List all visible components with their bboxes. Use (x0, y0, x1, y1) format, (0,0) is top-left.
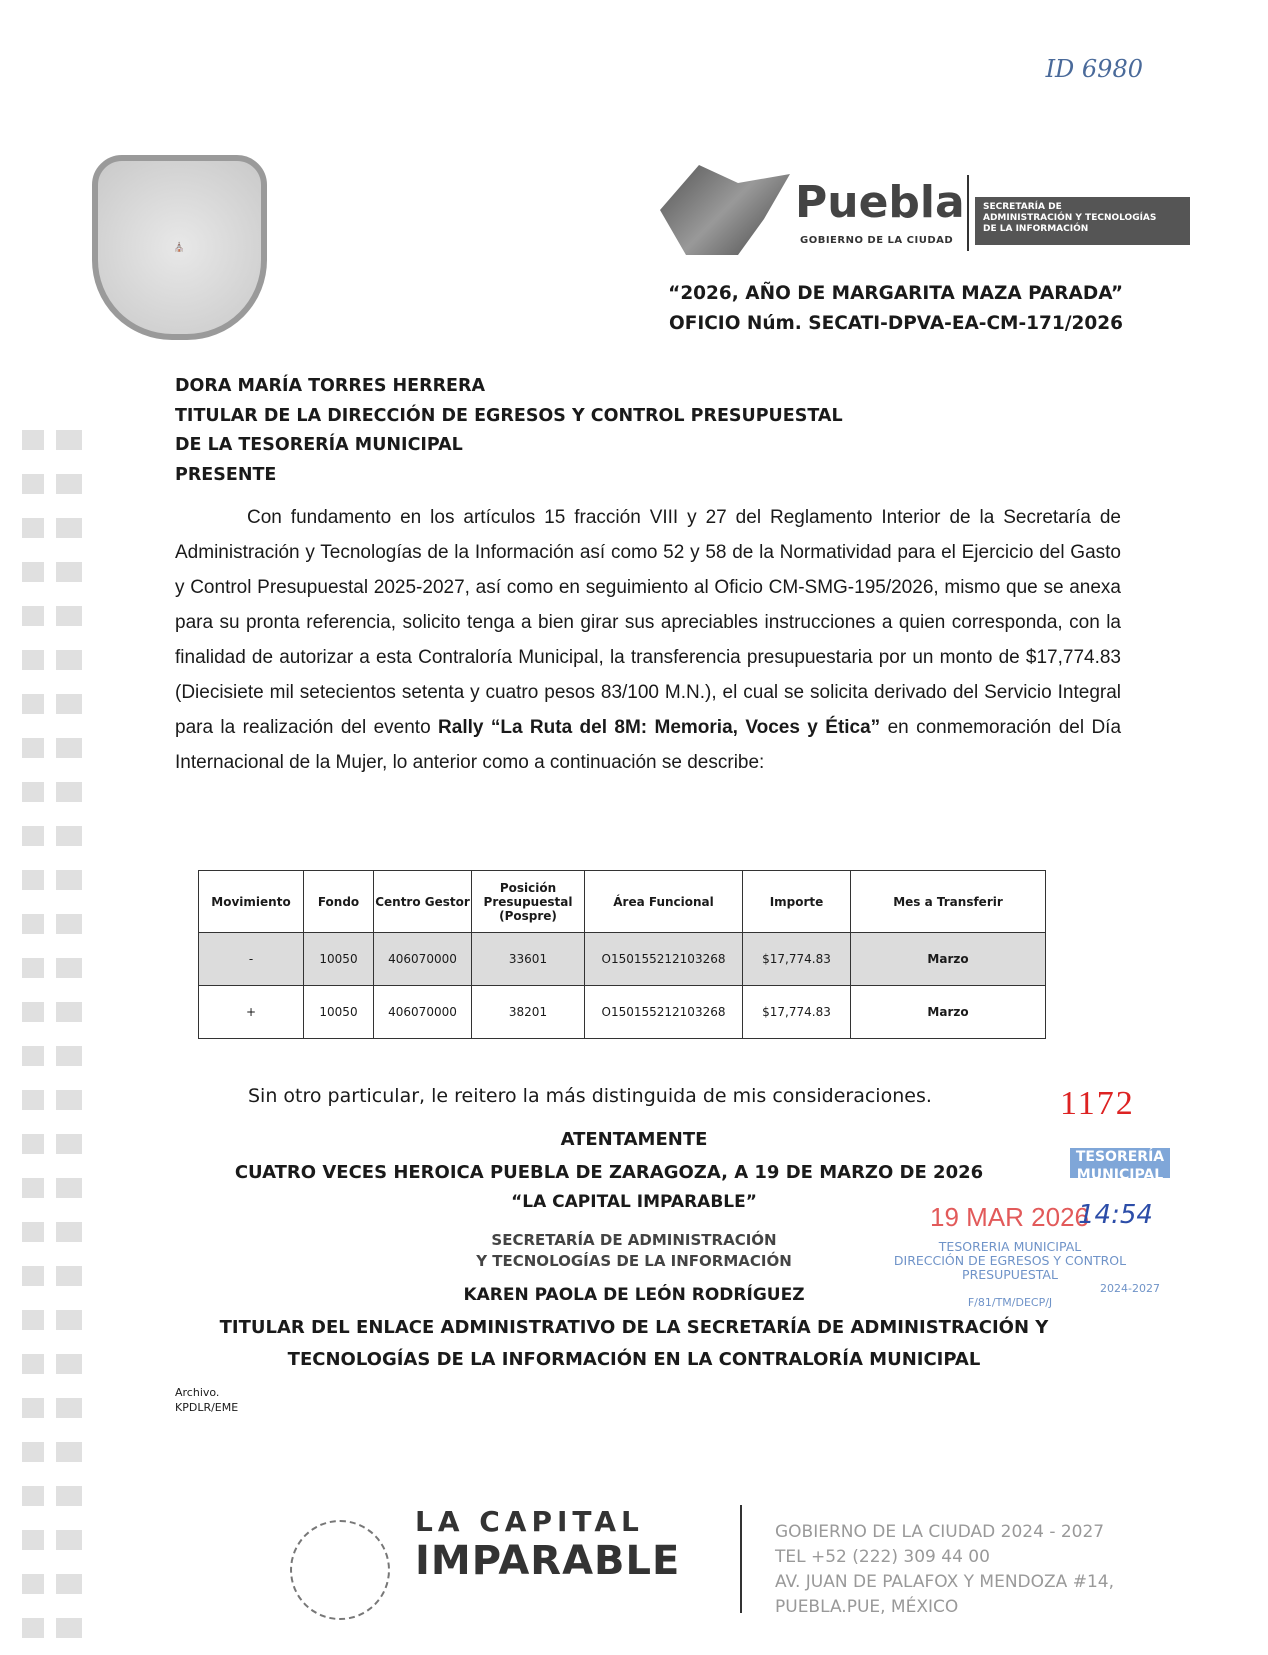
column-header: Centro Gestor (374, 871, 472, 933)
secretaria-box (975, 197, 1190, 245)
event-name: Rally “La Ruta del 8M: Memoria, Voces y Ética” (438, 717, 881, 738)
addressee-title: TITULAR DE LA DIRECCIÓN DE EGRESOS Y CONTROL PRESUPUESTAL (175, 405, 843, 426)
table-cell: O150155212103268 (585, 986, 743, 1039)
dept-line-1: SECRETARÍA DE ADMINISTRACIÓN (491, 1231, 777, 1249)
column-header: Importe (743, 871, 851, 933)
archive-label: Archivo. (175, 1386, 220, 1399)
body-text-end: en conmemoración del Día Internacional de la Mujer, lo anterior como a continuación se describe: (175, 717, 1122, 773)
column-header: Posición Presupuestal (Pospre) (472, 871, 585, 933)
footer-line: AV. JUAN DE PALAFOX Y MENDOZA #14, (775, 1572, 1114, 1592)
puebla-emblem-icon (660, 165, 790, 255)
puebla-logo (660, 165, 1190, 255)
city-seal: ⛪ (92, 155, 267, 340)
place-date: CUATRO VECES HEROICA PUEBLA DE ZARAGOZA, A 19 DE MARZO DE 2026 (234, 1162, 984, 1183)
secretaria-line: DE LA INFORMACIÓN (983, 224, 1089, 234)
table-cell: 406070000 (374, 933, 472, 986)
decorative-border (22, 410, 82, 1645)
stamp-time: 14:54 (1078, 1200, 1153, 1230)
table-cell: Marzo (851, 986, 1046, 1039)
logo-divider (967, 175, 969, 251)
table-cell: 10050 (304, 986, 374, 1039)
table-cell: 33601 (472, 933, 585, 986)
addressee-name: DORA MARÍA TORRES HERRERA (175, 376, 486, 396)
logo-name: Puebla (795, 177, 965, 228)
folio-stamp: 1172 (1060, 1085, 1135, 1122)
table-cell: 10050 (304, 933, 374, 986)
table-cell: O150155212103268 (585, 933, 743, 986)
handwritten-reference: ID 6980 (1045, 55, 1143, 83)
motto: “LA CAPITAL IMPARABLE” (511, 1192, 757, 1212)
table-header-row (199, 871, 1046, 933)
dept-line-2: Y TECNOLOGÍAS DE LA INFORMACIÓN (476, 1252, 792, 1270)
footer-line: GOBIERNO DE LA CIUDAD 2024 - 2027 (775, 1522, 1105, 1542)
body-paragraph (175, 500, 1121, 780)
stamp-lines (860, 1240, 1160, 1310)
column-header: Fondo (304, 871, 374, 933)
footer-line: TEL +52 (222) 309 44 00 (775, 1547, 990, 1567)
capital-imparable-logo (415, 1505, 680, 1584)
addressee (175, 372, 843, 490)
column-header: Área Funcional (585, 871, 743, 933)
signer-name: KAREN PAOLA DE LEÓN RODRÍGUEZ (463, 1285, 805, 1305)
stamp-header: TESORERÍA MUNICIPAL (1070, 1148, 1170, 1178)
body-text: Con fundamento en los artículos 15 fracción VIII y 27 del Reglamento Interior de la Secretaría de Administración y Tecnologías de la Información así como 52 y 58 de la Normatividad para el Ejercicio del Gasto y Control Presupuestal 2025-2027, así como en seguimiento al Oficio CM-SMG-195/2026, mismo que se anexa para su pronta referencia, solicito tenga a bien girar sus apreciables instrucciones a quien corresponda, con la finalidad de autorizar a esta Contraloría Municipal, la transferencia presupuestaria por un monto de $17,774.83 (Diecisiete mil setecientos setenta y cuatro pesos 83/100 M.N.), el cual se solicita derivado del Servicio Integral para la realización del evento (175, 507, 1121, 738)
secretaria-line: SECRETARÍA DE (983, 202, 1062, 212)
oficio-number: OFICIO Núm. SECATI-DPVA-EA-CM-171/2026 (668, 313, 1123, 334)
table-cell: + (199, 986, 304, 1039)
table-cell: 406070000 (374, 986, 472, 1039)
stamp-date: 19 MAR 2026 (930, 1202, 1089, 1232)
stamp-line: DIRECCIÓN DE EGRESOS Y CONTROL (893, 1253, 1127, 1268)
footer-contact (775, 1520, 1114, 1620)
column-header: Movimiento (199, 871, 304, 933)
signer-title-1: TITULAR DEL ENLACE ADMINISTRATIVO DE LA SECRETARÍA DE ADMINISTRACIÓN Y (219, 1317, 1049, 1338)
stamp-line: TESORERIA MUNICIPAL (938, 1239, 1082, 1254)
atentamente: ATENTAMENTE (560, 1129, 708, 1150)
table-cell: Marzo (851, 933, 1046, 986)
table-cell: - (199, 933, 304, 986)
archive-initials: KPDLR/EME (175, 1401, 239, 1414)
closing-line: Sin otro particular, le reitero la más distinguida de mis consideraciones. (248, 1085, 932, 1107)
stamp-line: F/81/TM/DECP/J (967, 1296, 1053, 1309)
stamp-line: 2024-2027 (1100, 1282, 1160, 1295)
footer-divider (740, 1505, 742, 1613)
footer-line: PUEBLA.PUE, MÉXICO (775, 1597, 959, 1617)
year-motto: “2026, AÑO DE MARGARITA MAZA PARADA” (668, 283, 1123, 304)
table-row (199, 933, 1046, 986)
column-header: Mes a Transferir (851, 871, 1046, 933)
archive-note (175, 1385, 238, 1415)
table-cell: 38201 (472, 986, 585, 1039)
logo-sub: GOBIERNO DE LA CIUDAD (800, 235, 954, 246)
addressee-title-2: DE LA TESORERÍA MUNICIPAL (175, 435, 463, 455)
received-stamp (830, 1140, 1170, 1315)
signer-title-2: TECNOLOGÍAS DE LA INFORMACIÓN EN LA CONTRALORÍA MUNICIPAL (287, 1349, 981, 1370)
presente: PRESENTE (175, 464, 277, 485)
secretaria-line: ADMINISTRACIÓN Y TECNOLOGÍAS (983, 213, 1157, 223)
table-row (199, 986, 1046, 1039)
stamp-line: PRESUPUESTAL (962, 1267, 1058, 1282)
equality-seal-icon (290, 1520, 390, 1620)
table-cell: $17,774.83 (743, 933, 851, 986)
brand-line-1: LA CAPITAL (415, 1505, 644, 1538)
budget-table (198, 870, 1046, 1039)
table-cell: $17,774.83 (743, 986, 851, 1039)
brand-line-2: IMPARABLE (415, 1538, 681, 1584)
